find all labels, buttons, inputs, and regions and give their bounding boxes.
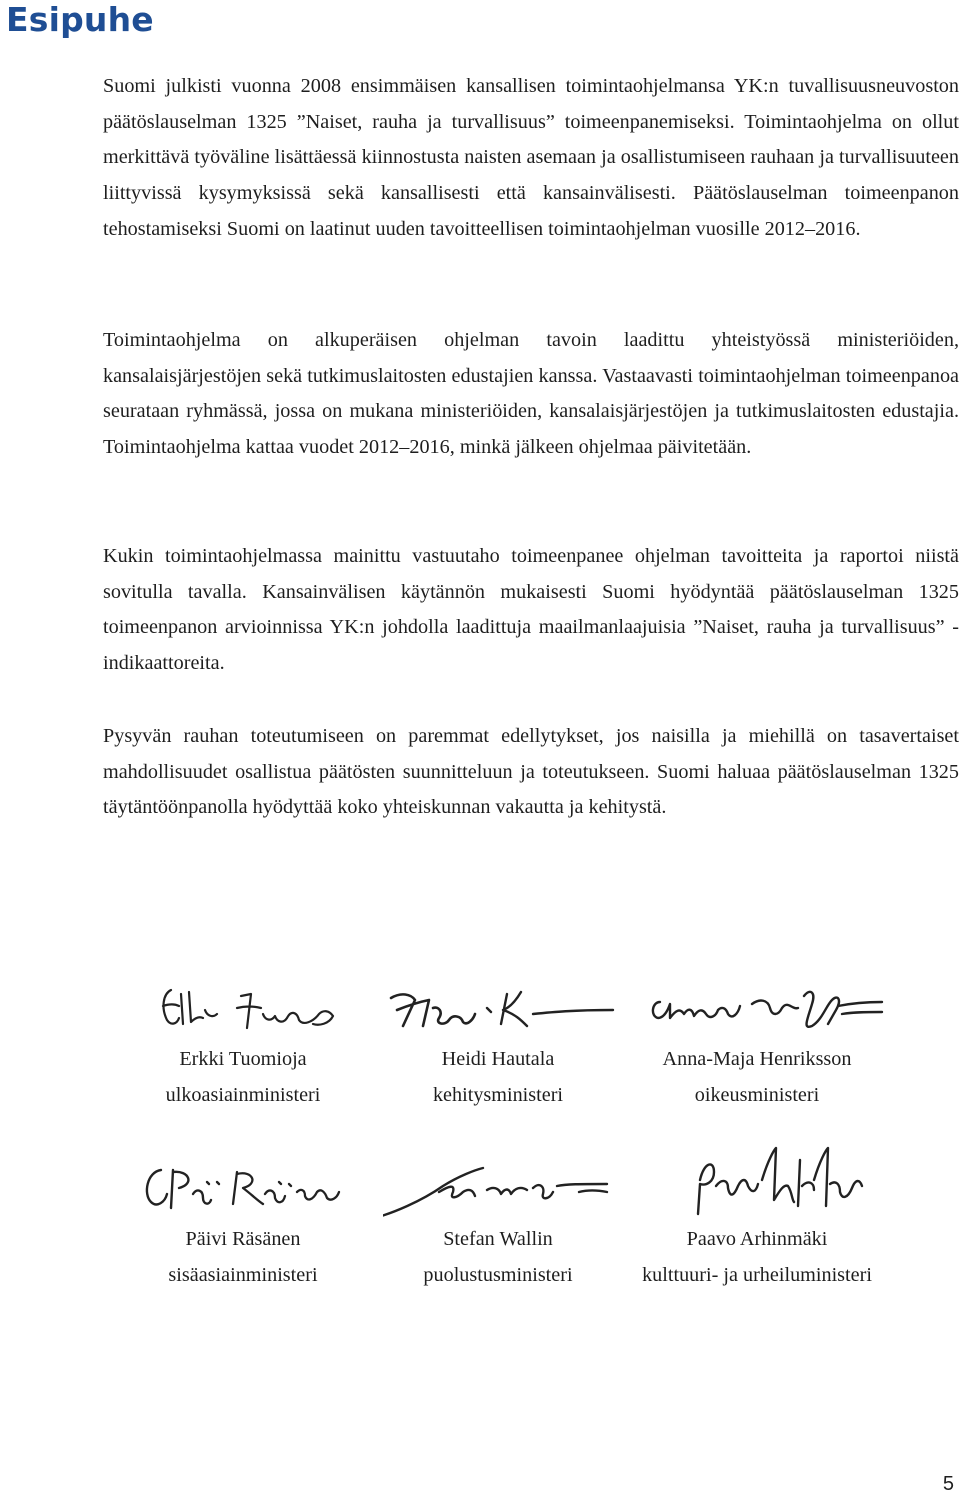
signatory-title: kehitysministeri [432,1083,564,1106]
paragraph-4: Pysyvän rauhan toteutumiseen on paremmat edellytykset, jos naisilla ja miehillä on tasavertaiset mahdollisuudet osallistua päätösten suunnitteluun ja toteutukseen. Suomi haluaa päätöslauselman 1325 täytäntöönpanolla hyödyttää koko yhteiskunnan vakautta ja kehitystä. [103,725,959,819]
signatory-title: ulkoasiainministeri [165,1083,321,1106]
signatory-title: sisäasiainministeri [168,1263,318,1286]
signature-paavo-arhinmaki-image [642,1140,902,1222]
signature-erkki-tuomioja-image [133,980,353,1042]
signatory-3 [642,980,872,1113]
signatory-2 [383,980,613,1113]
signatory-4 [128,1160,358,1293]
signatory-name: Paavo Arhinmäki [686,1228,828,1250]
signatory-name: Stefan Wallin [443,1228,553,1250]
signatory-1 [128,980,358,1113]
paragraph-3: Kukin toimintaohjelmassa mainittu vastuutaho toimeenpanee ohjelman tavoitteita ja raportoi niistä sovitulla tavalla. Kansainvälisen käytännön mukaisesti Suomi hyödyntää päätöslauselman 1325 toimeenpanon arvioinnissa YK:n johdolla laadittuja maailmanlaajuisia ”Naiset, rauha ja turvallisuus” -indikaattoreita. [103,545,959,675]
signatory-name: Anna-Maja Henriksson [662,1048,852,1070]
signatory-name: Heidi Hautala [441,1048,555,1070]
page-title: Esipuhe [6,0,154,39]
signatory-6 [642,1140,872,1293]
signatory-5 [383,1160,613,1293]
signature-anna-maja-henriksson-image [642,980,892,1042]
signature-paivi-rasanen-image [133,1160,353,1222]
signatory-name: Erkki Tuomioja [179,1048,307,1070]
paragraph-1: Suomi julkisti vuonna 2008 ensimmäisen kansallisen toimintaohjelmansa YK:n tuvallisuusneuvoston päätöslauselman 1325 ”Naiset, rauha ja turvallisuus” toimeenpanemiseksi. Toimintaohjelma on ollut merkittävä työväline lisättäessä kiinnostusta naisten asemaan ja osallistumiseen rauhaan ja turvallisuuteen liittyvissä kysymyksissä sekä kansallisesti että kansainvälisesti. Päätöslauselman toimeenpanon tehostamiseksi Suomi on laatinut uuden tavoitteellisen toimintaohjelman vuosille 2012–2016. [103,75,959,240]
signatory-title: kulttuuri- ja urheiluministeri [642,1263,872,1286]
signatory-name: Päivi Räsänen [185,1228,301,1250]
page-number: 5 [942,1473,954,1495]
signature-heidi-hautala-image [383,980,623,1042]
paragraph-2: Toimintaohjelma on alkuperäisen ohjelman tavoin laadittu yhteistyössä ministeriöiden, kansalaisjärjestöjen sekä tutkimuslaitosten edustajien kanssa. Vastaavasti toimintaohjelman toimeenpanoa seurataan ryhmässä, jossa on mukana ministeriöiden, kansalaisjärjestöjen ja tutkimuslaitosten edustajia. Toimintaohjelma kattaa vuodet 2012–2016, minkä jälkeen ohjelmaa päivitetään. [103,329,959,459]
signatory-title: oikeusministeri [694,1083,820,1106]
signature-stefan-wallin-image [383,1160,633,1222]
signatory-title: puolustusministeri [423,1263,573,1286]
